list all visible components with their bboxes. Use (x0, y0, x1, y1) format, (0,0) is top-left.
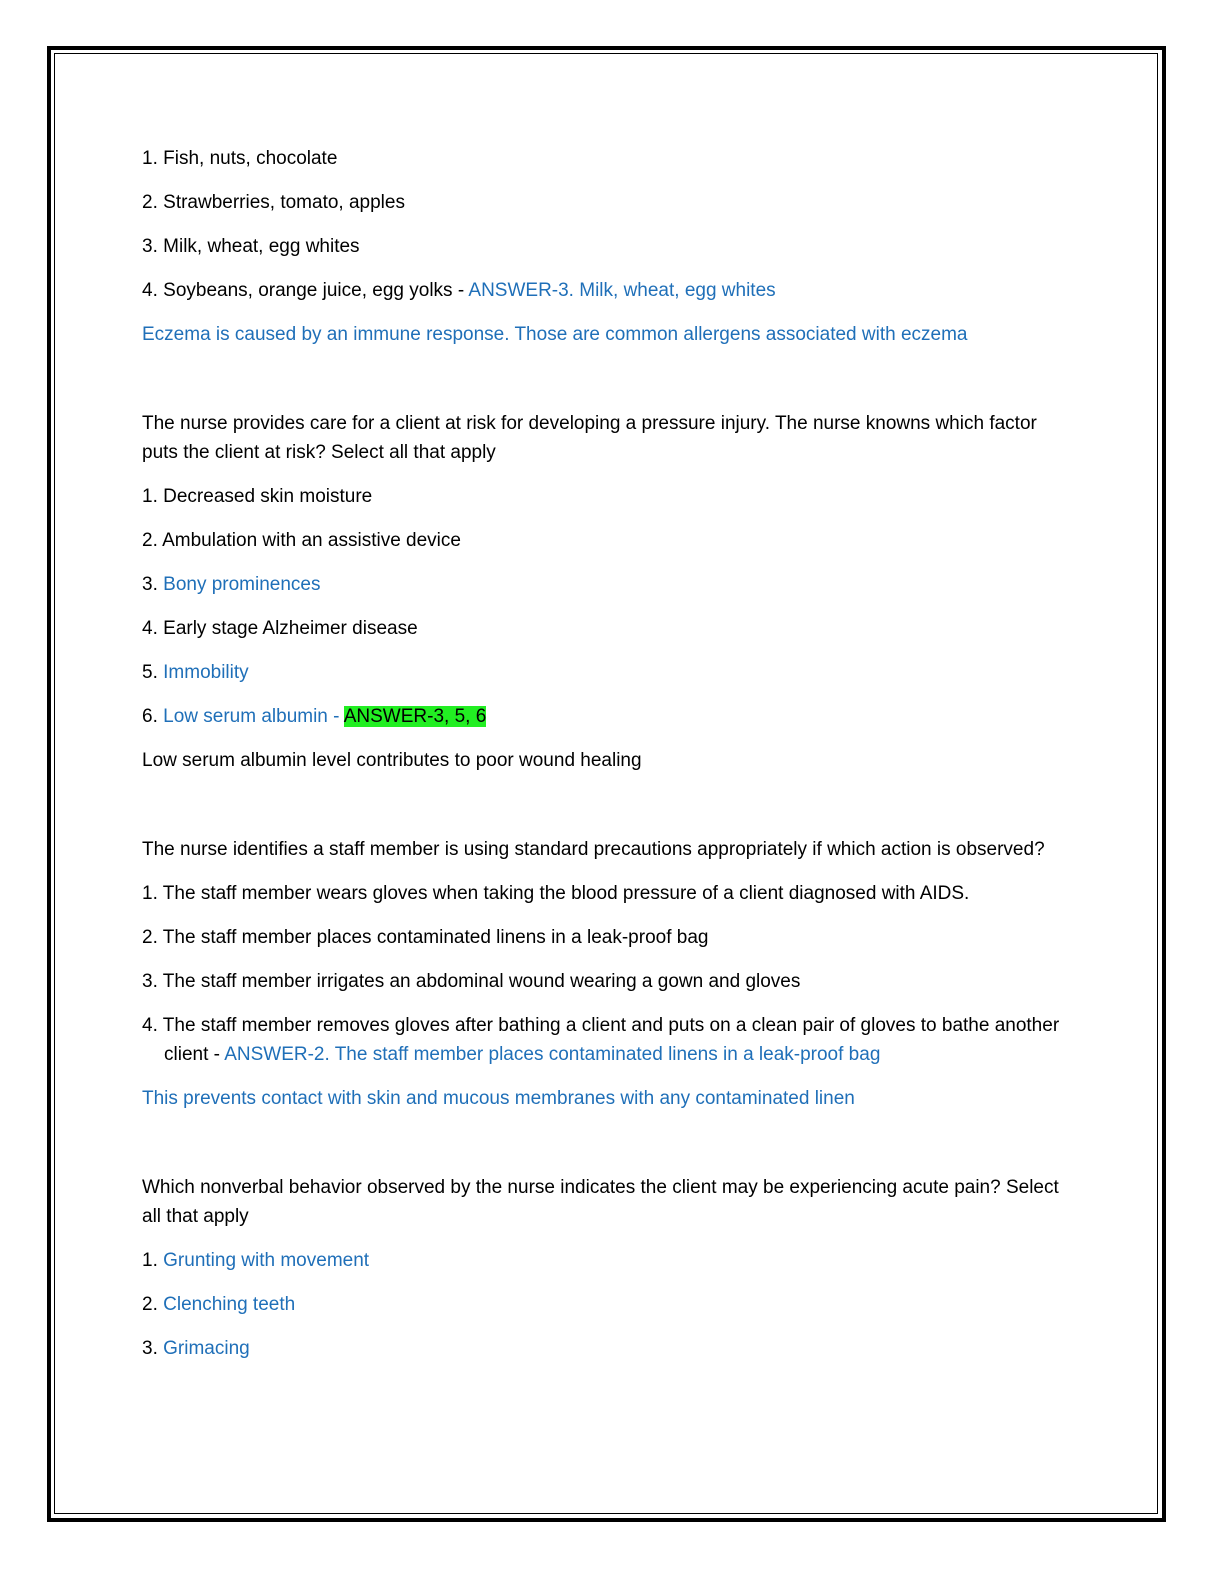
highlighted-answer: ANSWER-3, 5, 6 (343, 706, 487, 727)
option-2: 2. Ambulation with an assistive device (142, 530, 461, 551)
rationale: Eczema is caused by an immune response. Those are common allergens associated with eczema (142, 324, 968, 345)
answer-text: ANSWER-2. The staff member places contaminated linens in a leak-proof bag (224, 1044, 881, 1065)
option-1: 1. Fish, nuts, chocolate (142, 148, 338, 169)
question-block-pressure-injury (142, 409, 1062, 775)
option-1: 1. The staff member wears gloves when taking the blood pressure of a client diagnosed with AIDS. (142, 883, 970, 904)
rationale: This prevents contact with skin and mucous membranes with any contaminated linen (142, 1088, 855, 1109)
option-2: 2. The staff member places contaminated linens in a leak-proof bag (142, 927, 709, 948)
option-3: 3. The staff member irrigates an abdominal wound wearing a gown and gloves (142, 971, 801, 992)
question-text: Which nonverbal behavior observed by the nurse indicates the client may be experiencing acute pain? Select all that apply (142, 1177, 1059, 1227)
option-4: 4. The staff member removes gloves after bathing a client and puts on a clean pair of gloves to bathe another client - ANSWER-2. The staff member places contaminated linens in a leak-proof bag (142, 1015, 1060, 1065)
option-5: 5. Immobility (142, 662, 249, 683)
option-2: 2. Strawberries, tomato, apples (142, 192, 405, 213)
option-6: 6. Low serum albumin - ANSWER-3, 5, 6 (142, 706, 487, 727)
option-4: 4. Early stage Alzheimer disease (142, 618, 418, 639)
question-text: The nurse identifies a staff member is using standard precautions appropriately if which action is observed? (142, 839, 1045, 860)
option-2: 2. Clenching teeth (142, 1294, 296, 1315)
question-block-standard-precautions (142, 835, 1062, 1113)
option-3: 3. Bony prominences (142, 574, 321, 595)
question-text: The nurse provides care for a client at risk for developing a pressure injury. The nurse knowns which factor puts the client at risk? Select all that apply (142, 413, 1037, 463)
document-content (142, 144, 1062, 1378)
option-4: 4. Soybeans, orange juice, egg yolks - ANSWER-3. Milk, wheat, egg whites (142, 280, 776, 301)
rationale: Low serum albumin level contributes to poor wound healing (142, 750, 642, 771)
option-1: 1. Decreased skin moisture (142, 486, 373, 507)
question-block-acute-pain (142, 1173, 1062, 1363)
answer-text: ANSWER-3. Milk, wheat, egg whites (468, 280, 776, 301)
option-3: 3. Grimacing (142, 1338, 250, 1359)
option-3: 3. Milk, wheat, egg whites (142, 236, 360, 257)
question-block-eczema-allergens (142, 144, 1062, 349)
option-1: 1. Grunting with movement (142, 1250, 370, 1271)
